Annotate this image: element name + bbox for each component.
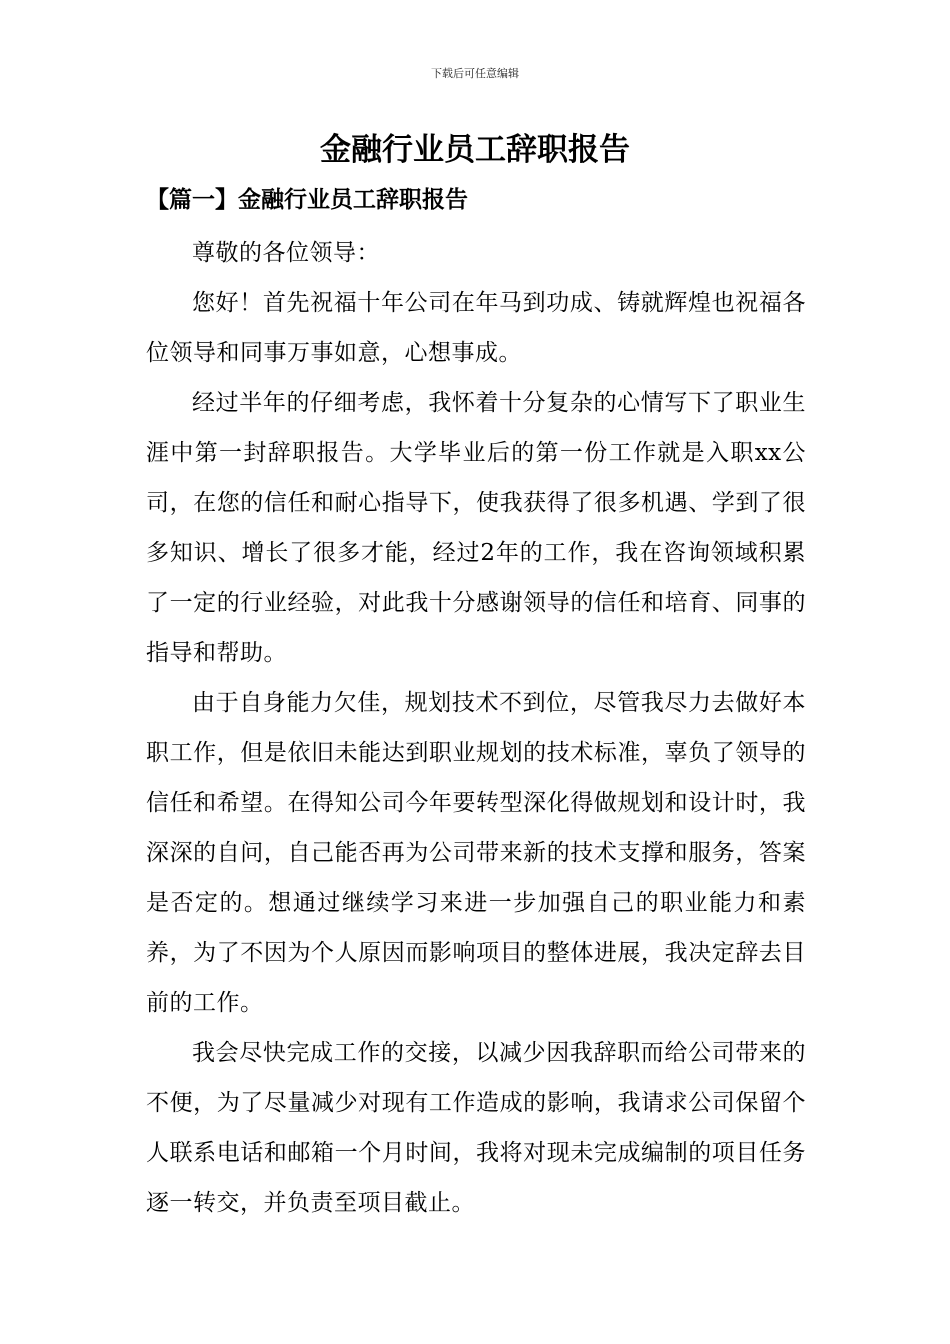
- header-note: 下载后可任意编辑: [431, 67, 519, 80]
- body-paragraph: 我会尽快完成工作的交接，以减少因我辞职而给公司带来的不便，为了尽量减少对现有工作造成的影响，我请求公司保留个人联系电话和邮箱一个月时间，我将对现未完成编制的项目任务逐一转交，并负责至项目截止。: [146, 1040, 806, 1216]
- document-title: 金融行业员工辞职报告: [320, 132, 630, 168]
- salutation-paragraph: 尊敬的各位领导：: [192, 240, 380, 266]
- body-paragraph: 经过半年的仔细考虑，我怀着十分复杂的心情写下了职业生涯中第一封辞职报告。大学毕业后的第一份工作就是入职xx公司，在您的信任和耐心指导下，使我获得了很多机遇、学到了很多知识、增长了很多才能，经过2年的工作，我在咨询领域积累了一定的行业经验，对此我十分感谢领导的信任和培育、同事的指导和帮助。: [146, 390, 806, 666]
- letter-body: [146, 228, 806, 1228]
- body-paragraph: 由于自身能力欠佳，规划技术不到位，尽管我尽力去做好本职工作，但是依旧未能达到职业规划的技术标准，辜负了领导的信任和希望。在得知公司今年要转型深化得做规划和设计时，我深深的自问，自己能否再为公司带来新的技术支撑和服务，答案是否定的。想通过继续学习来进一步加强自己的职业能力和素养，为了不因为个人原因而影响项目的整体进展，我决定辞去目前的工作。: [146, 690, 806, 1016]
- section-heading: 【篇一】金融行业员工辞职报告: [146, 186, 468, 213]
- greeting-paragraph: 您好！首先祝福十年公司在年马到功成、铸就辉煌也祝福各位领导和同事万事如意，心想事成。: [146, 290, 806, 366]
